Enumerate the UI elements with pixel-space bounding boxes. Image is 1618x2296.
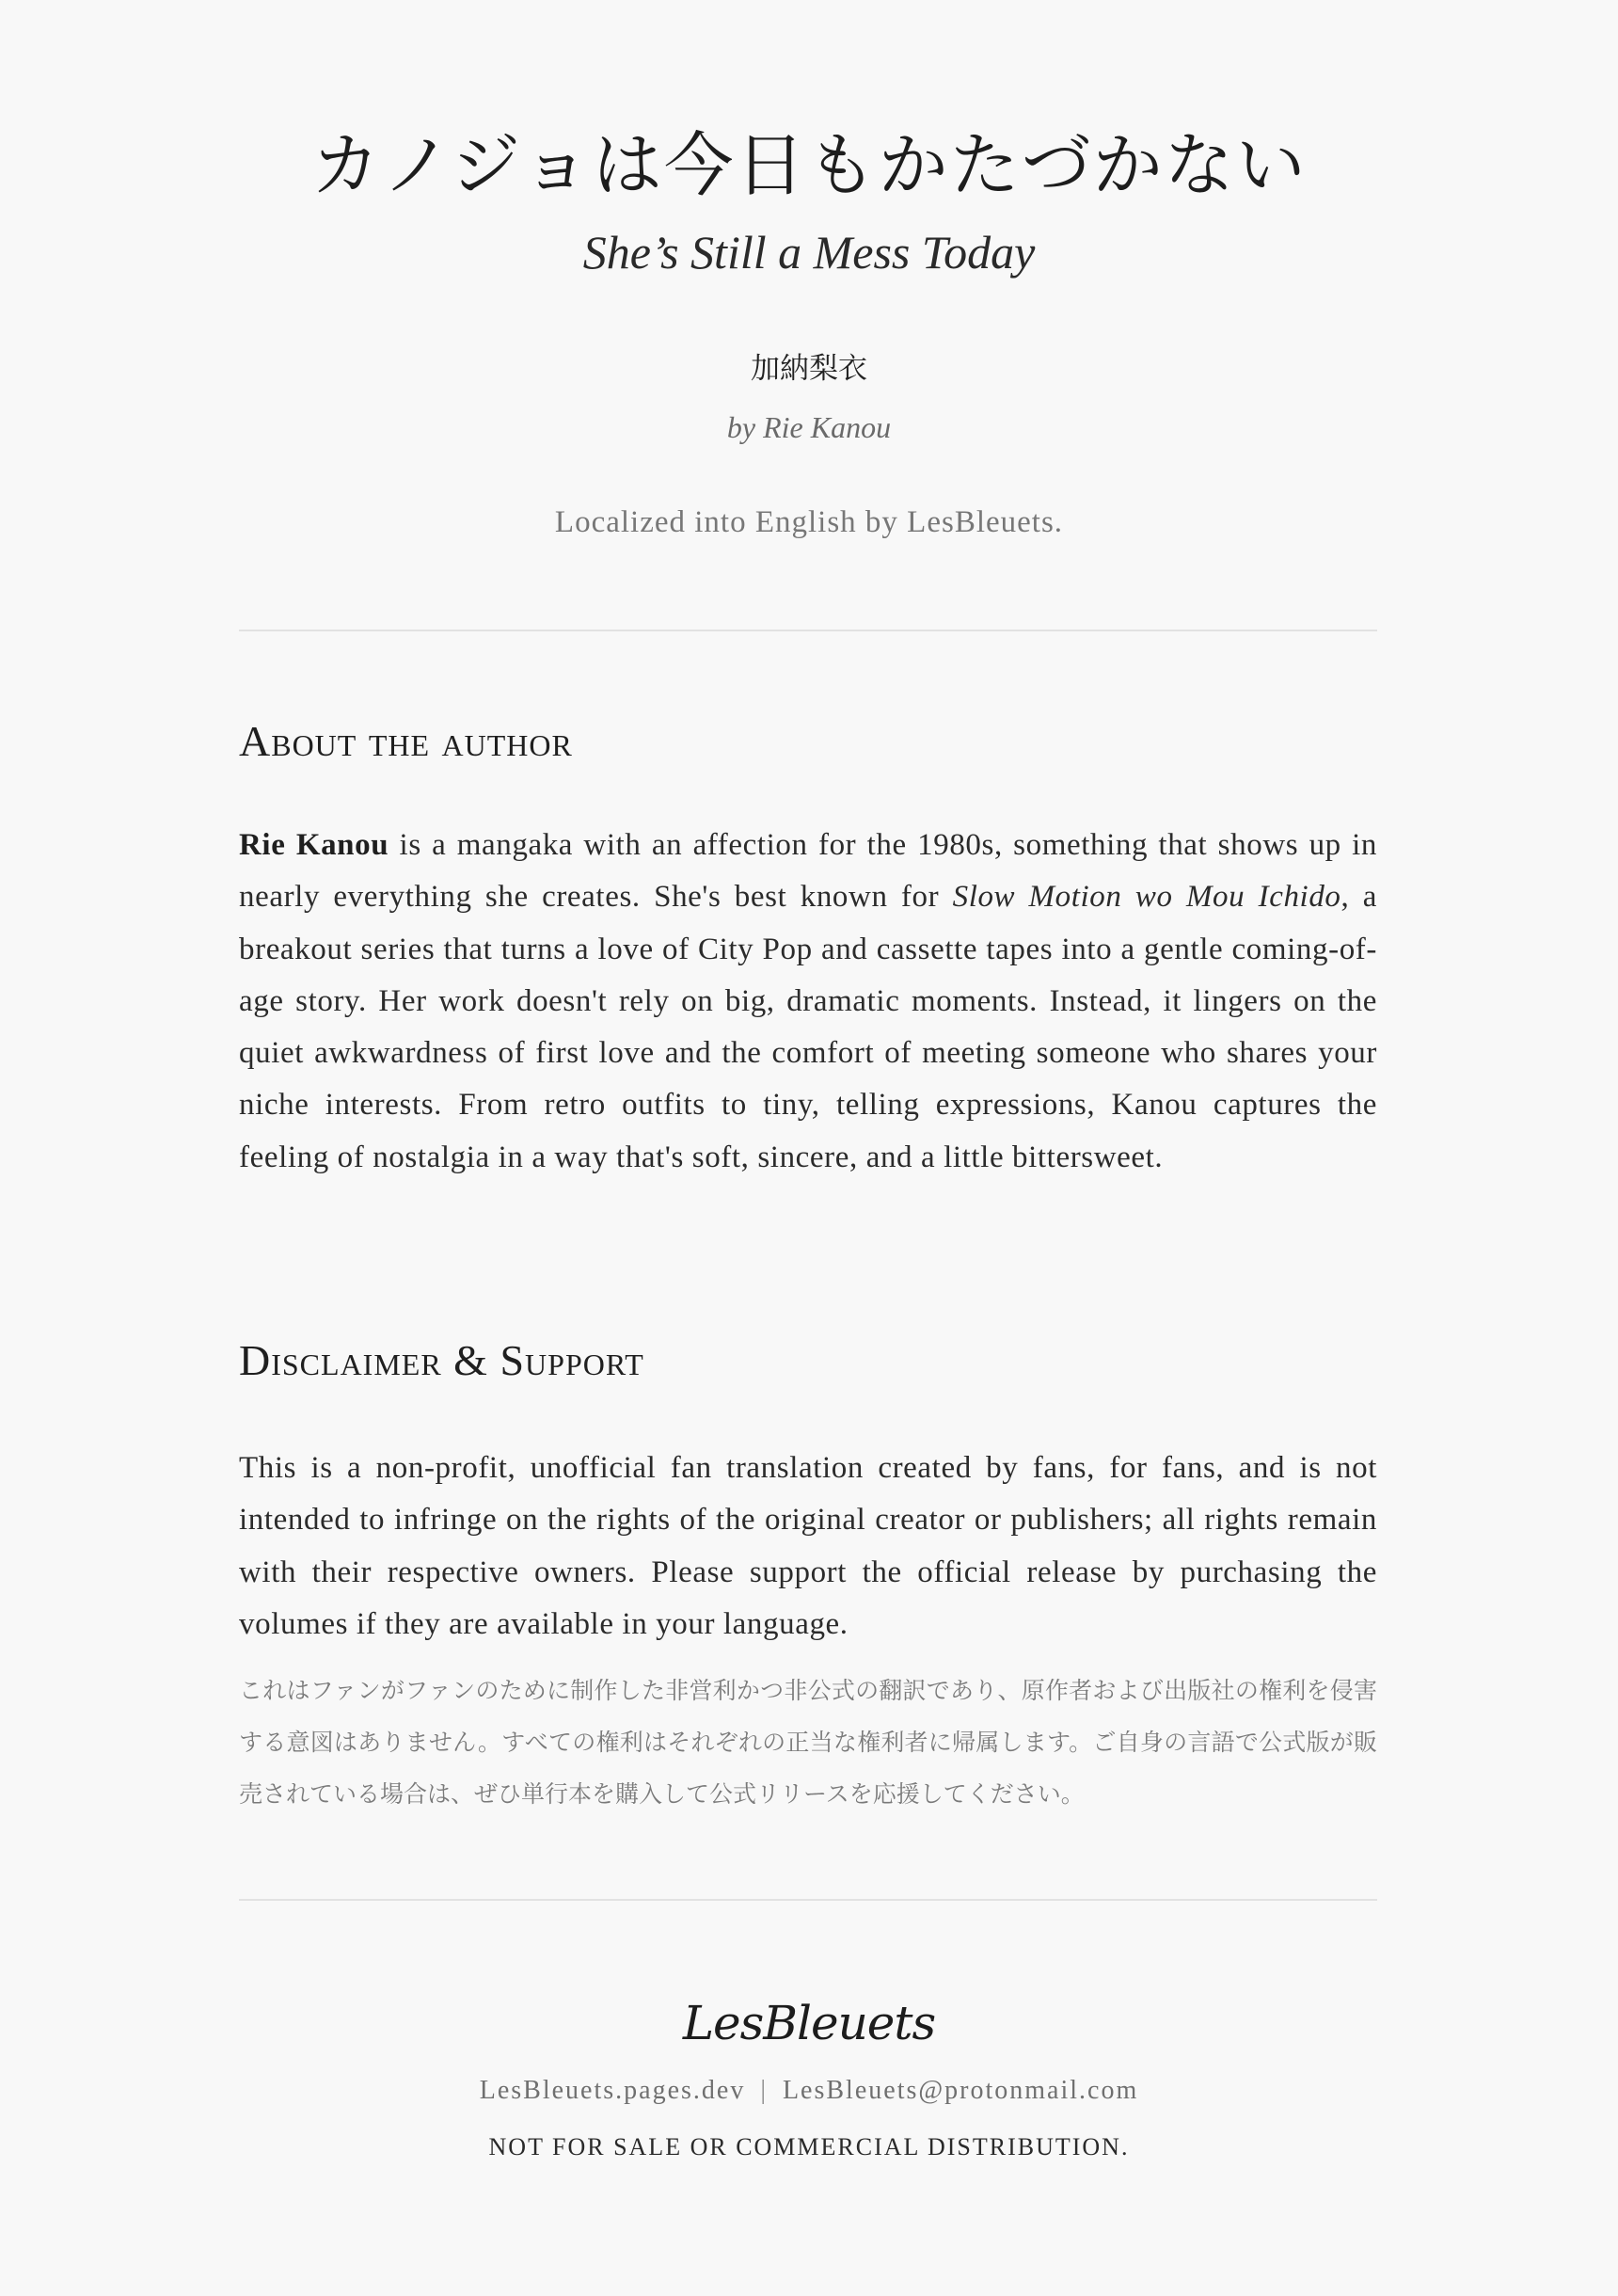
localization-credit: Localized into English by LesBleuets. xyxy=(554,505,1064,539)
about-author-paragraph xyxy=(239,820,1377,1184)
disclaimer-japanese: これはファンがファンのために制作した非営利かつ非公式の翻訳であり、原作者および出版社の権利を侵害する意図はありません。すべての権利はそれぞれの正当な権利者に帰属します。ご自身の言語で公式版が販売されている場合は、ぜひ単行本を購入して公式リリースを応援してください。 xyxy=(239,1677,1377,1808)
email-link[interactable]: LesBleuets@protonmail.com xyxy=(782,2076,1139,2105)
about-text-part-1: is a mangaka with an affection for the 1980s, something that shows up in nearly everything she creates. She's best known for xyxy=(239,828,1377,915)
contact-line xyxy=(0,2070,1618,2112)
group-signature-logo: LesBleuets xyxy=(682,1996,936,2050)
top-divider xyxy=(239,630,1377,631)
author-name-japanese: 加納梨衣 xyxy=(751,352,867,386)
title-japanese: カノジョは今日もかたづかない xyxy=(310,125,1308,206)
series-title: Slow Motion wo Mou Ichido xyxy=(952,880,1341,915)
title-english: She’s Still a Mess Today xyxy=(582,226,1036,279)
contact-separator: | xyxy=(760,2076,768,2105)
disclaimer-heading: Disclaimer & Support xyxy=(239,1336,644,1384)
not-for-sale-notice: NOT FOR SALE OR COMMERCIAL DISTRIBUTION. xyxy=(488,2133,1130,2160)
author-name-bold: Rie Kanou xyxy=(239,828,389,862)
website-link[interactable]: LesBleuets.pages.dev xyxy=(479,2076,746,2105)
about-author-heading: About the author xyxy=(239,717,573,765)
author-name-english: by Rie Kanou xyxy=(726,410,892,444)
about-text-part-2: , a breakout series that turns a love of City Pop and cassette tapes into a gentle coming-of-age story. Her work doesn't rely on big, dramatic moments. Instead, it lingers on the quiet awkwardness of first love and the comfort of meeting someone who shares your niche interests. From retro outfits to tiny, telling expressions, Kanou captures the feeling of nostalgia in a way that's soft, sincere, and a little bittersweet. xyxy=(239,880,1378,1174)
bottom-divider xyxy=(239,1899,1377,1901)
disclaimer-english: This is a non-profit, unofficial fan translation created by fans, for fans, and is not intended to infringe on the rights of the original creator or publishers; all rights remain with their respective owners. Please support the official release by purchasing the volumes if they are available in your language. xyxy=(239,1451,1377,1641)
